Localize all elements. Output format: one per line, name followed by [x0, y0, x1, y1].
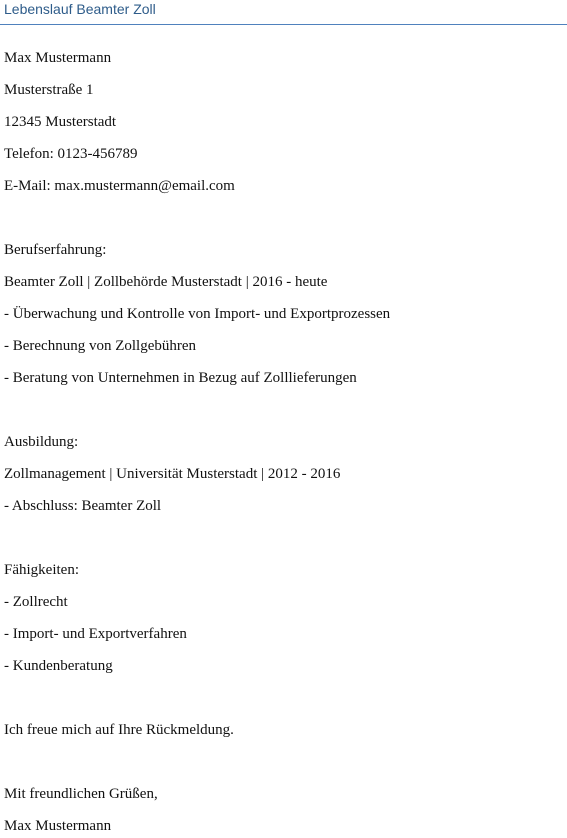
contact-email: E-Mail: max.mustermann@email.com [4, 178, 235, 194]
education-item: - Abschluss: Beamter Zoll [4, 498, 162, 514]
education-heading: Ausbildung: [4, 434, 79, 450]
document-title: Lebenslauf Beamter Zoll [4, 1, 156, 17]
closing-message: Ich freue mich auf Ihre Rückmeldung. [4, 722, 234, 738]
skills-item: - Kundenberatung [4, 658, 113, 674]
experience-item: - Überwachung und Kontrolle von Import- und Exportprozessen [4, 306, 391, 322]
contact-street: Musterstraße 1 [4, 82, 94, 98]
experience-heading: Berufserfahrung: [4, 242, 107, 258]
skills-item: - Zollrecht [4, 594, 68, 610]
education-degree: Zollmanagement | Universität Musterstadt | 2012 - 2016 [4, 466, 341, 482]
skills-heading: Fähigkeiten: [4, 562, 79, 578]
contact-city: 12345 Musterstadt [4, 114, 117, 130]
document-header [0, 0, 567, 25]
contact-phone: Telefon: 0123-456789 [4, 146, 138, 162]
experience-position: Beamter Zoll | Zollbehörde Musterstadt | 2016 - heute [4, 274, 328, 290]
experience-item: - Berechnung von Zollgebühren [4, 338, 197, 354]
closing-greeting: Mit freundlichen Grüßen, [4, 786, 158, 802]
skills-item: - Import- und Exportverfahren [4, 626, 187, 642]
contact-name: Max Mustermann [4, 50, 112, 66]
closing-signature: Max Mustermann [4, 818, 112, 834]
experience-item: - Beratung von Unternehmen in Bezug auf Zolllieferungen [4, 370, 357, 386]
